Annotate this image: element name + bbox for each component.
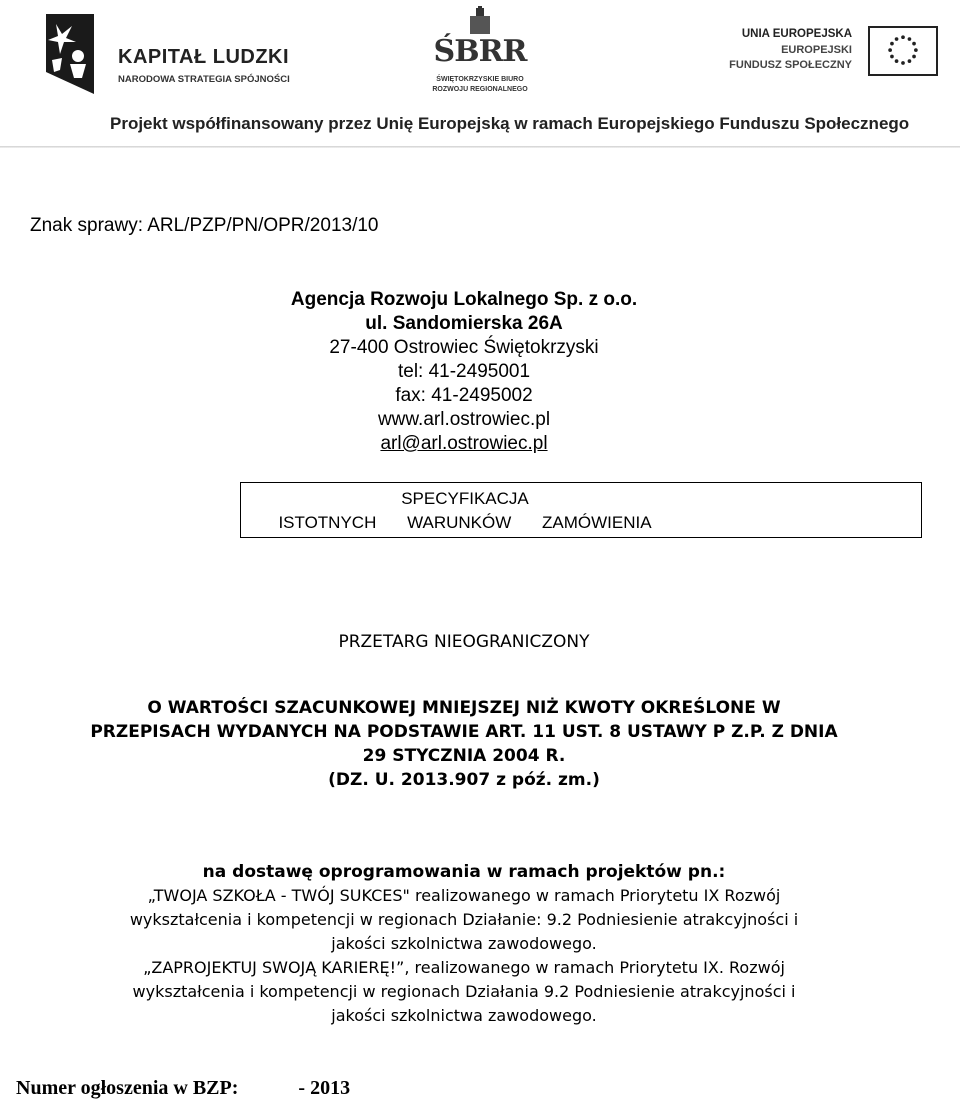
- eu-line-2: EUROPEJSKI: [781, 44, 852, 56]
- value-clause-line: PRZEPISACH WYDANYCH NA PODSTAWIE ART. 11 UST. 8 USTAWY P Z.P. Z DNIA: [90, 722, 838, 742]
- sbrr-logo: [428, 6, 532, 98]
- cofinancing-statement: Projekt współfinansowany przez Unię Europejską w ramach Europejskiego Funduszu Społecznego: [110, 114, 910, 133]
- eu-flag-icon: [868, 26, 938, 76]
- bzp-value: - 2013: [298, 1077, 351, 1099]
- value-clause-line: 29 STYCZNIA 2004 R.: [362, 746, 566, 766]
- eu-logo: [729, 26, 940, 86]
- agency-tel: tel: 41-2495001: [397, 361, 531, 382]
- kapital-ludzki-emblem: [42, 12, 98, 96]
- sbrr-line-1: ŚWIĘTOKRZYSKIE BIURO: [436, 76, 524, 83]
- case-reference: Znak sprawy: ARL/PZP/PN/OPR/2013/10: [30, 215, 379, 236]
- bzp-notice-number: [16, 1077, 350, 1100]
- delivery-line: „ZAPROJEKTUJ SWOJĄ KARIERĘ!”, realizowanego w ramach Priorytetu IX. Rozwój: [143, 958, 785, 977]
- delivery-line: jakości szkolnictwa zawodowego.: [331, 1006, 597, 1025]
- kapital-ludzki-subtitle: NARODOWA STRATEGIA SPÓJNOŚCI: [118, 74, 290, 85]
- agency-name: Agencja Rozwoju Lokalnego Sp. z o.o.: [290, 289, 638, 310]
- kapital-ludzki-logo: [42, 12, 362, 98]
- agency-website[interactable]: www.arl.ostrowiec.pl: [377, 409, 551, 430]
- delivery-line: jakości szkolnictwa zawodowego.: [331, 934, 597, 953]
- value-clause-line: (DZ. U. 2013.907 z póź. zm.): [328, 770, 600, 790]
- eu-line-1: UNIA EUROPEJSKA: [741, 28, 852, 40]
- agency-city: 27-400 Ostrowiec Świętokrzyski: [329, 337, 599, 358]
- delivery-heading: na dostawę oprogramowania w ramach projektów pn.:: [202, 862, 726, 882]
- page-header: [0, 0, 960, 150]
- sbrr-line-2: ROZWOJU REGIONALNEGO: [432, 86, 528, 93]
- delivery-line: wykształcenia i kompetencji w regionach Działania 9.2 Podniesienie atrakcyjności i: [132, 982, 796, 1001]
- value-clause: [0, 696, 928, 792]
- agency-email-link[interactable]: arl@arl.ostrowiec.pl: [380, 433, 548, 454]
- delivery-line: wykształcenia i kompetencji w regionach Działanie: 9.2 Podniesienie atrakcyjności i: [129, 910, 799, 929]
- spec-title-line-2: ISTOTNYCH WARUNKÓW ZAMÓWIENIA: [278, 513, 652, 532]
- tender-type: PRZETARG NIEOGRANICZONY: [338, 632, 590, 652]
- value-clause-line: O WARTOŚCI SZACUNKOWEJ MNIEJSZEJ NIŻ KWOTY OKREŚLONE W: [147, 698, 781, 718]
- bzp-label: Numer ogłoszenia w BZP:: [16, 1077, 239, 1099]
- kapital-ludzki-title: KAPITAŁ LUDZKI: [118, 46, 290, 68]
- delivery-line: „TWOJA SZKOŁA - TWÓJ SUKCES" realizowanego w ramach Priorytetu IX Rozwój: [147, 886, 781, 905]
- agency-street: ul. Sandomierska 26A: [365, 313, 563, 334]
- header-divider: [0, 146, 960, 148]
- sbrr-tower-icon: [464, 6, 496, 36]
- eu-line-3: FUNDUSZ SPOŁECZNY: [729, 59, 852, 71]
- spec-title-box: [240, 482, 922, 538]
- sbrr-name: ŚBRR: [433, 34, 527, 69]
- delivery-description: [0, 860, 928, 1028]
- agency-address-block: [0, 288, 928, 456]
- spec-title-line-1: SPECYFIKACJA: [401, 489, 529, 508]
- agency-fax: fax: 41-2495002: [395, 385, 533, 406]
